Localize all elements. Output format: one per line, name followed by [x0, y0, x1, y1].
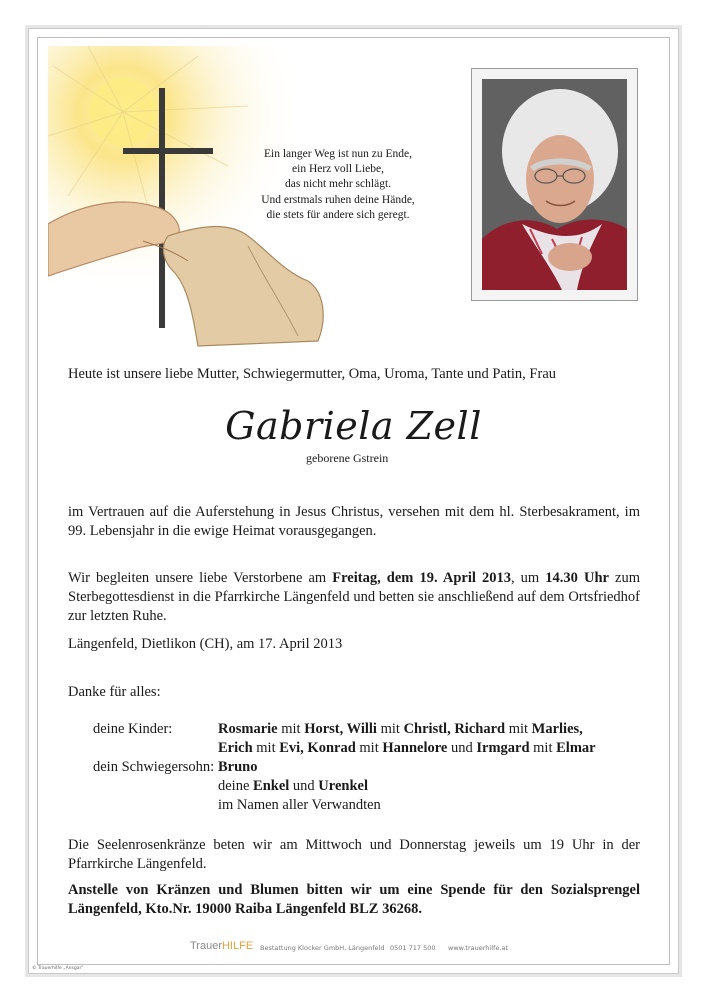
portrait-photo — [482, 79, 627, 290]
trauerhilfe-logo — [190, 940, 253, 952]
place-date: Längenfeld, Dietlikon (CH), am 17. April 2013 — [68, 636, 343, 652]
funeral-day: Freitag, dem 19. April 2013 — [332, 570, 511, 586]
relative-name: Irmgard — [476, 740, 530, 756]
relative-name: Urenkel — [318, 778, 368, 794]
phone-number: 0501 717 500 — [390, 944, 436, 952]
logo-a: Trauer — [190, 940, 222, 952]
text: , um — [510, 570, 546, 586]
relative-name: Erich — [218, 740, 253, 756]
donation-paragraph: Anstelle von Kränzen und Blumen bitten wir um eine Spende für den Sozialsprengel Längenfeld, Kto.Nr. 19000 Raiba Längenfeld BLZ 36268. — [68, 882, 640, 917]
connector-text: mit — [505, 721, 532, 737]
children-label: deine Kinder: — [93, 721, 173, 737]
copyright-note: © Trauerhilfe „Ansgar“ — [32, 966, 84, 971]
relative-name: Christl, Richard — [403, 721, 506, 737]
intro-text: Heute ist unsere liebe Mutter, Schwiegermutter, Oma, Uroma, Tante und Patin, Frau — [68, 366, 557, 382]
logo-b: HILFE — [222, 940, 254, 952]
funeral-time: 14.30 Uhr — [545, 570, 609, 586]
connector-text: mit — [252, 740, 280, 756]
connector-text: deine — [218, 778, 254, 794]
maiden-name: geborene Gstrein — [306, 451, 389, 465]
connector-text: und — [447, 740, 477, 756]
poem-line: ein Herz voll Liebe, — [292, 163, 384, 176]
announcement-paragraph: im Vertrauen auf die Auferstehung in Jesus Christus, versehen mit dem hl. Sterbesakrament, im 99. Lebensjahr in die ewige Heimat vorausgegangen. — [68, 504, 640, 539]
poem-line: Und erstmals ruhen deine Hände, — [261, 193, 415, 206]
children-line-1 — [218, 720, 583, 739]
relatives-line: im Namen aller Verwandten — [218, 797, 381, 813]
rosary-paragraph: Die Seelenrosenkränze beten wir am Mittwoch und Donnerstag jeweils um 19 Uhr in der Pfarrkirche Längenfeld. — [68, 837, 640, 872]
grandchildren-line — [218, 777, 368, 796]
deceased-name: Gabriela Zell — [225, 404, 482, 448]
poem-line: Ein langer Weg ist nun zu Ende, — [263, 148, 412, 160]
portrait-frame — [471, 68, 638, 301]
relative-name: Evi, Konrad — [279, 740, 356, 756]
connector-text: mit — [529, 740, 557, 756]
son-in-law-label: dein Schwiegersohn: — [93, 759, 215, 775]
footer — [190, 942, 550, 958]
connector-text: mit — [355, 740, 383, 756]
connector-text: und — [289, 778, 319, 794]
relative-name: Elmar — [556, 740, 596, 756]
website-link[interactable]: www.trauerhilfe.at — [448, 944, 508, 952]
thanks-heading: Danke für alles: — [68, 684, 161, 700]
relative-name: Enkel — [253, 778, 290, 794]
company-name: Bestattung Klocker GmbH, Längenfeld — [260, 944, 385, 952]
poem — [238, 147, 438, 223]
poem-line: die stets für andere sich geregt. — [266, 208, 410, 221]
text: zum Sterbegottesdienst in die Pfarrkirche Längenfeld und betten sie anschließend auf dem Ortsfriedhof zur letzten Ruhe. — [68, 570, 640, 624]
poem-line: das nicht mehr schlägt. — [284, 178, 392, 191]
relative-name: Horst, Willi — [304, 721, 377, 737]
children-line-2 — [218, 739, 596, 758]
connector-text: mit — [277, 721, 305, 737]
funeral-paragraph — [68, 569, 640, 626]
relative-name: Rosmarie — [218, 721, 278, 737]
text: Wir begleiten unsere liebe Verstorbene am — [68, 570, 333, 586]
connector-text: mit — [376, 721, 404, 737]
son-in-law: Bruno — [218, 759, 258, 775]
relative-name: Marlies, — [531, 721, 583, 737]
relative-name: Hannelore — [382, 740, 448, 756]
